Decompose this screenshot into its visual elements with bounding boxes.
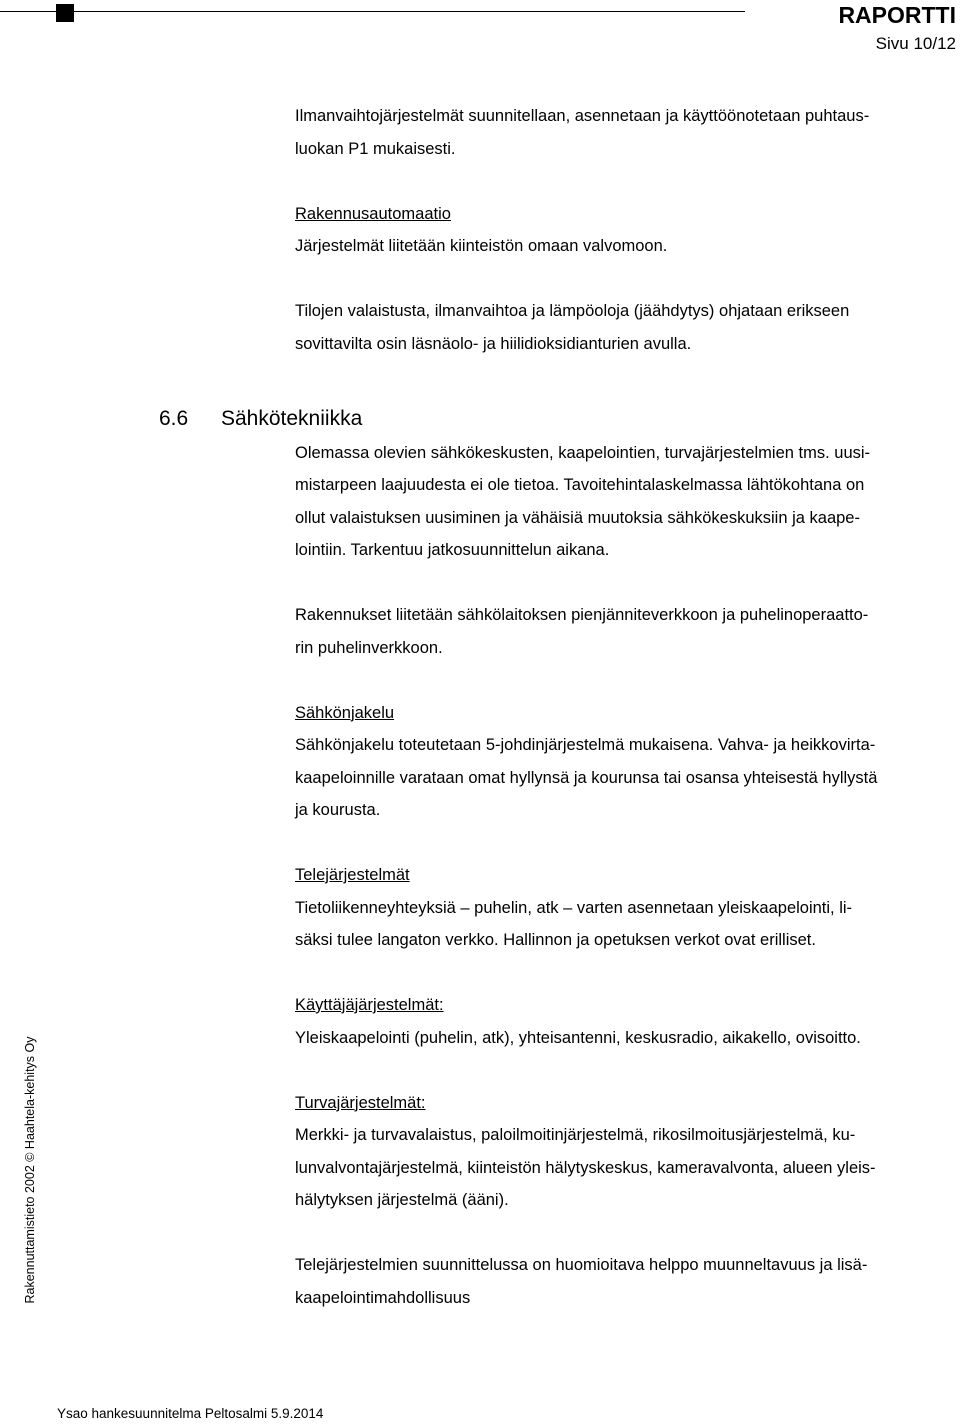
footer-text: Ysao hankesuunnitelma Peltosalmi 5.9.2014	[57, 1406, 324, 1421]
subheading-user-systems: Käyttäjäjärjestelmät:	[295, 996, 444, 1014]
subheading-telecom-systems: Telejärjestelmät	[295, 866, 410, 884]
section-number: 6.6	[159, 406, 189, 430]
section-title: Sähkötekniikka	[221, 406, 363, 430]
paragraph: hälytyksen järjestelmä (ääni).	[295, 1191, 509, 1209]
subheading-power-distribution: Sähkönjakelu	[295, 703, 395, 722]
paragraph: kaapeloinnille varataan omat hyllynsä ja kourunsa tai osansa yhteisestä hyllystä	[295, 768, 878, 787]
paragraph: Merkki- ja turvavalaistus, paloilmoitinjärjestelmä, rikosilmoitusjärjestelmä, ku-	[295, 1126, 856, 1144]
paragraph: ollut valaistuksen uusiminen ja vähäisiä muutoksia sähkökeskuksiin ja kaape-	[295, 508, 860, 527]
subheading-building-automation: Rakennusautomaatio	[295, 204, 451, 223]
paragraph: Tilojen valaistusta, ilmanvaihtoa ja lämpöoloja (jäähdytys) ohjataan erikseen	[295, 302, 850, 320]
paragraph: kaapelointimahdollisuus	[295, 1288, 471, 1307]
paragraph: luokan P1 mukaisesti.	[295, 139, 456, 158]
copyright-side-text: Rakennuttamistieto 2002 © Haahtela-kehitys Oy	[23, 1036, 37, 1304]
paragraph: Ilmanvaihtojärjestelmät suunnitellaan, asennetaan ja käyttöönotetaan puhtaus-	[295, 107, 870, 125]
report-title: RAPORTTI	[838, 2, 956, 28]
paragraph: Olemassa olevien sähkökeskusten, kaapelointien, turvajärjestelmien tms. uusi-	[295, 443, 871, 462]
section-heading	[159, 403, 959, 435]
paragraph: ja kourusta.	[295, 801, 381, 819]
paragraph: lointiin. Tarkentuu jatkosuunnittelun aikana.	[295, 541, 610, 559]
paragraph: Telejärjestelmien suunnittelussa on huomioitava helppo muunneltavuus ja lisä-	[295, 1256, 868, 1274]
paragraph: Yleiskaapelointi (puhelin, atk), yhteisantenni, keskusradio, aikakello, ovisoitto.	[295, 1028, 861, 1047]
paragraph: rin puhelinverkkoon.	[295, 638, 443, 657]
paragraph: Rakennukset liitetään sähkölaitoksen pienjänniteverkkoon ja puhelinoperaatto-	[295, 606, 869, 624]
paragraph: lunvalvontajärjestelmä, kiinteistön hälytyskeskus, kameravalvonta, alueen yleis-	[295, 1158, 876, 1177]
header-rule	[0, 11, 745, 12]
page-number: Sivu 10/12	[875, 34, 956, 53]
paragraph: sovittavilta osin läsnäolo- ja hiilidioksidianturien avulla.	[295, 334, 692, 353]
paragraph: mistarpeen laajuudesta ei ole tietoa. Tavoitehintalaskelmassa lähtökohtana on	[295, 476, 865, 494]
document-body	[159, 100, 959, 1314]
paragraph: säksi tulee langaton verkko. Hallinnon ja opetuksen verkot ovat erilliset.	[295, 931, 816, 949]
header-marker	[56, 4, 74, 22]
paragraph: Järjestelmät liitetään kiinteistön omaan valvomoon.	[295, 237, 668, 255]
paragraph: Sähkönjakelu toteutetaan 5-johdinjärjestelmä mukaisena. Vahva- ja heikkovirta-	[295, 736, 876, 754]
subheading-security-systems: Turvajärjestelmät:	[295, 1093, 426, 1112]
paragraph: Tietoliikenneyhteyksiä – puhelin, atk – varten asennetaan yleiskaapelointi, li-	[295, 898, 853, 917]
